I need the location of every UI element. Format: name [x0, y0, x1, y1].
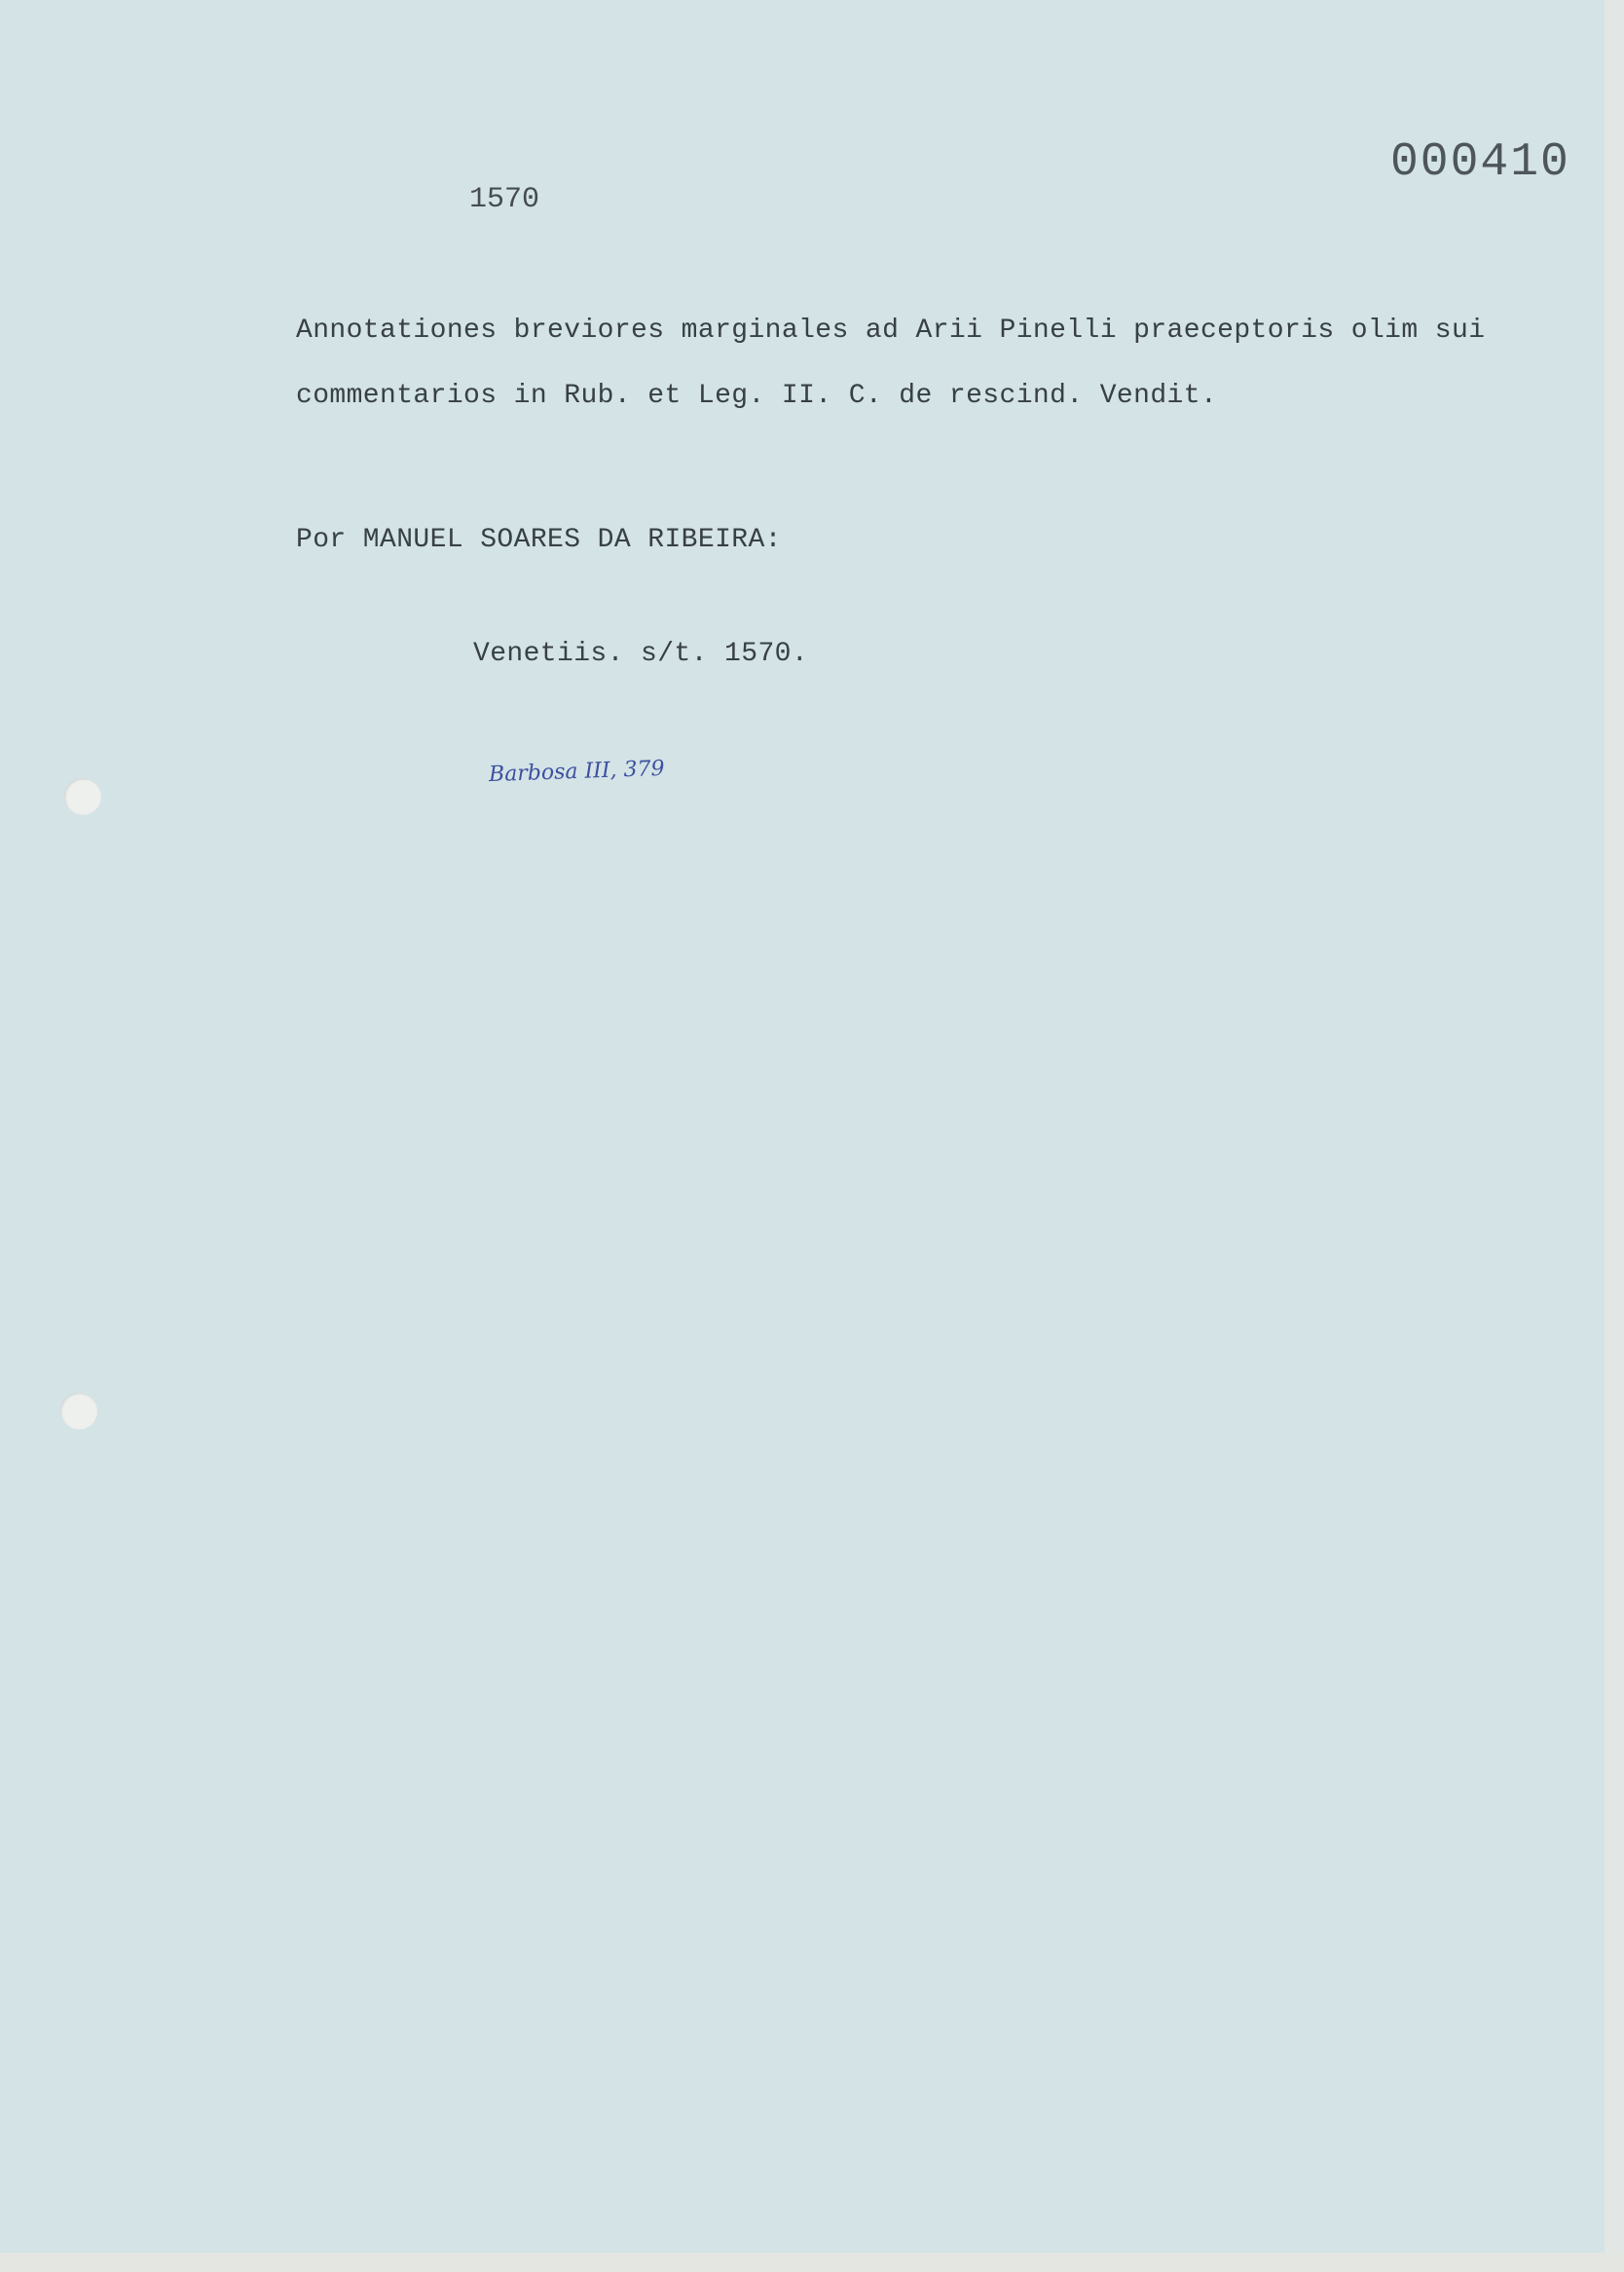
handwritten-note: Barbosa III, 379	[488, 756, 665, 788]
paper-edge-right	[1605, 0, 1624, 2272]
year-heading: 1570	[469, 183, 540, 216]
author-line: Por MANUEL SOARES DA RIBEIRA:	[296, 525, 782, 555]
punch-hole	[64, 778, 101, 815]
punch-hole	[60, 1393, 97, 1430]
imprint-line: Venetiis. s/t. 1570.	[473, 639, 809, 669]
title-line-1: Annotationes breviores marginales ad Arii Pinelli praeceptoris olim sui	[296, 316, 1486, 346]
paper-edge-bottom	[0, 2253, 1624, 2272]
stamp-number: 000410	[1390, 136, 1570, 189]
title-line-2: commentarios in Rub. et Leg. II. C. de rescind. Vendit.	[296, 381, 1218, 411]
